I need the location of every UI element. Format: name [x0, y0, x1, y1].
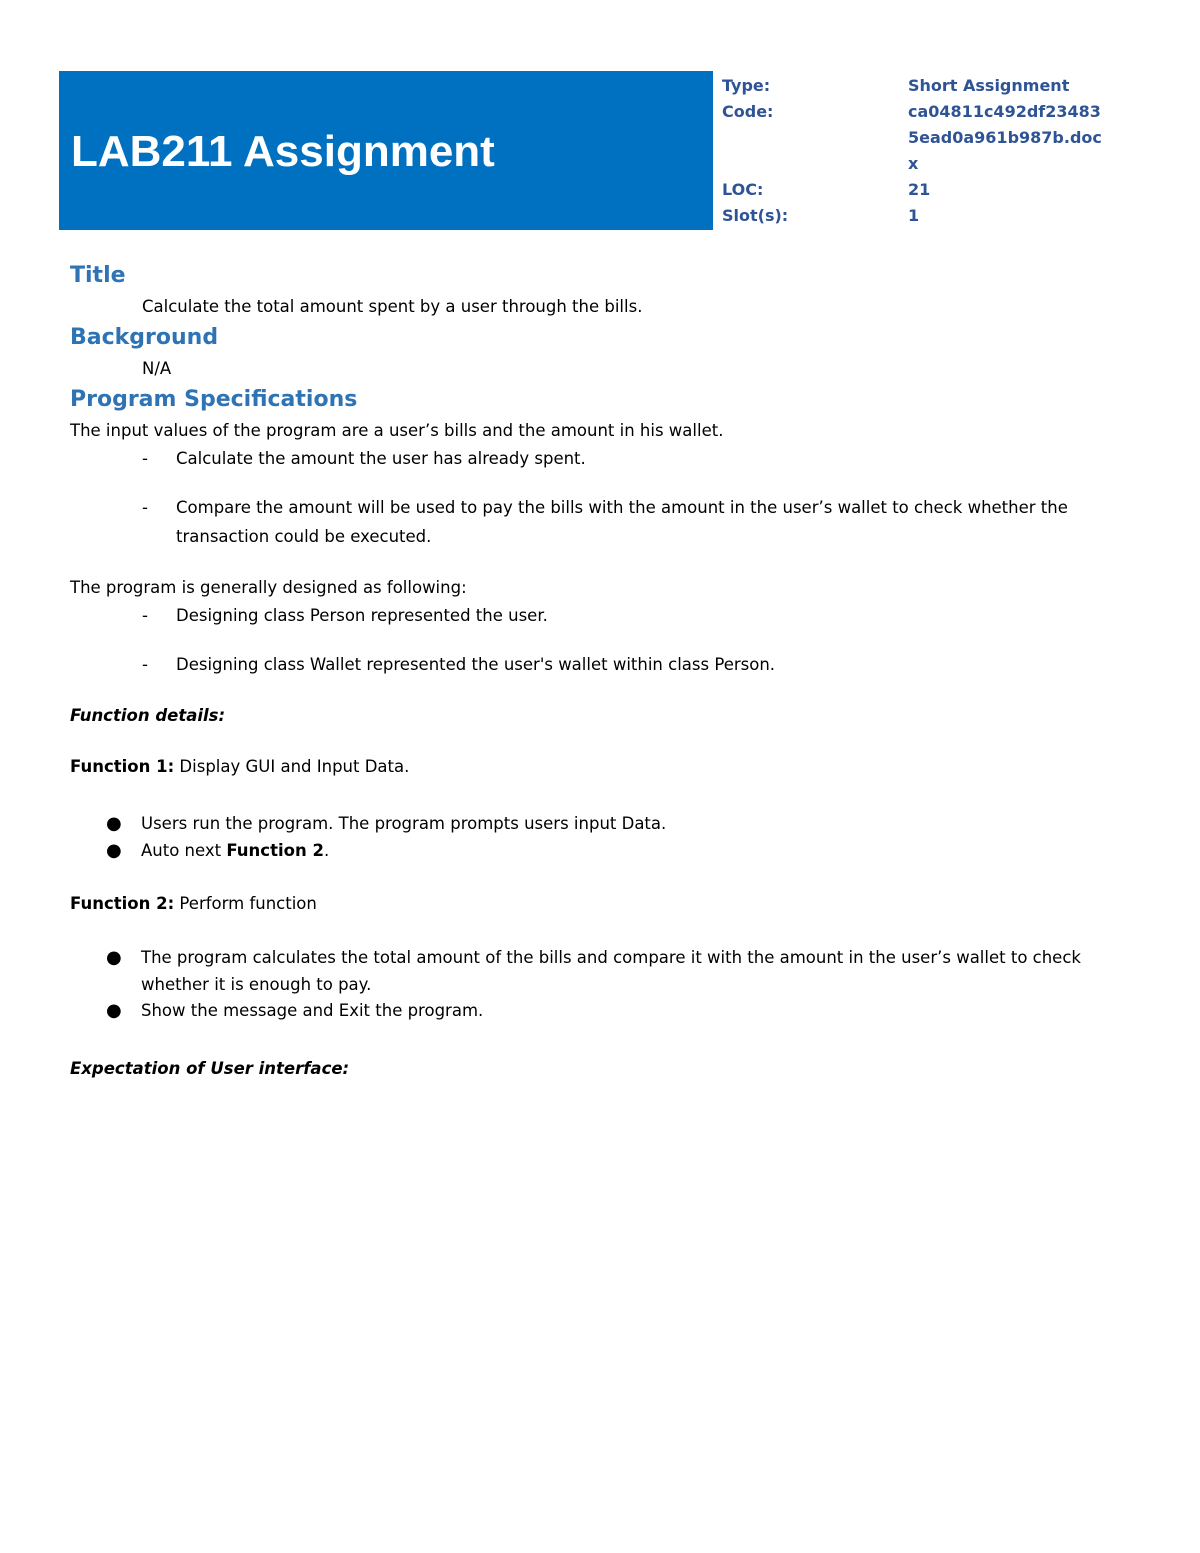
auto-prefix: Auto next — [141, 840, 227, 860]
meta-row-code — [722, 99, 1152, 177]
design-item-text: Designing class Wallet represented the user's wallet within class Person. — [176, 655, 776, 674]
dash-marker: - — [142, 655, 148, 674]
list-item — [106, 838, 1130, 865]
bullet-marker: ● — [106, 947, 122, 968]
function-2-text: Perform function — [174, 894, 317, 913]
dash-marker: - — [142, 606, 148, 625]
function-1-line — [70, 754, 1130, 780]
document-title: LAB211 Assignment — [71, 127, 495, 176]
background-text: N/A — [142, 359, 172, 378]
dash-marker: - — [142, 498, 148, 517]
bullet-marker: ● — [106, 839, 122, 861]
list-item — [106, 945, 1130, 998]
background-heading: Background — [70, 325, 219, 350]
title-text: Calculate the total amount spent by a user through the bills. — [142, 297, 643, 316]
function-2-label: Function 2: — [70, 894, 175, 913]
function-1-text: Display GUI and Input Data. — [174, 757, 410, 776]
document-body — [70, 258, 1130, 1082]
bullet-marker: ● — [106, 1000, 122, 1021]
type-value: Short Assignment — [908, 76, 1070, 95]
list-item — [106, 998, 1130, 1025]
title-heading: Title — [70, 263, 126, 288]
list-item — [142, 493, 1130, 551]
ui-expectation-label: Expectation of User interface: — [70, 1058, 350, 1078]
code-label: Code: — [722, 102, 774, 121]
spec-intro: The input values of the program are a user’s bills and the amount in his wallet. — [70, 421, 724, 440]
meta-table — [722, 73, 1152, 229]
slots-value: 1 — [908, 206, 920, 225]
input-list — [70, 444, 1130, 551]
design-item-text: Designing class Person represented the user. — [176, 606, 548, 625]
auto-suffix: . — [323, 840, 330, 860]
function-1-label: Function 1: — [70, 757, 175, 776]
function-1-list — [70, 811, 1130, 864]
spec-heading: Program Specifications — [70, 387, 358, 412]
input-item-text: Calculate the amount the user has already spent. — [176, 449, 586, 468]
meta-row-type — [722, 73, 1152, 99]
design-list — [70, 601, 1130, 679]
design-intro: The program is generally designed as following: — [70, 578, 467, 597]
function-2-list — [70, 945, 1130, 1025]
loc-label: LOC: — [722, 180, 764, 199]
dash-marker: - — [142, 449, 148, 468]
meta-row-slots — [722, 203, 1152, 229]
loc-value: 21 — [908, 180, 931, 199]
function-2-line — [70, 891, 1130, 917]
code-value: ca04811c492df234835ead0a961b987b.docx — [908, 102, 1102, 173]
function-2-item-text: The program calculates the total amount of the bills and compare it with the amount in the user’s wallet to check whether it is enough to pay. — [141, 948, 1081, 994]
list-item — [106, 811, 1130, 838]
function-1-item-text: Users run the program. The program prompts users input Data. — [141, 814, 667, 833]
list-item — [142, 650, 1130, 679]
list-item — [142, 601, 1130, 630]
function-1-auto-text — [141, 838, 1130, 865]
auto-function-ref: Function 2 — [226, 840, 324, 860]
input-item-text: Compare the amount will be used to pay the bills with the amount in the user’s wallet to check whether the transaction could be executed. — [176, 498, 1068, 546]
function-2-item-text: Show the message and Exit the program. — [141, 1001, 484, 1020]
bullet-marker: ● — [106, 813, 122, 834]
meta-row-loc — [722, 177, 1152, 203]
list-item — [142, 444, 1130, 473]
slots-label: Slot(s): — [722, 206, 789, 225]
header-banner — [59, 71, 713, 230]
function-details-label: Function details: — [70, 706, 226, 725]
type-label: Type: — [722, 76, 771, 95]
